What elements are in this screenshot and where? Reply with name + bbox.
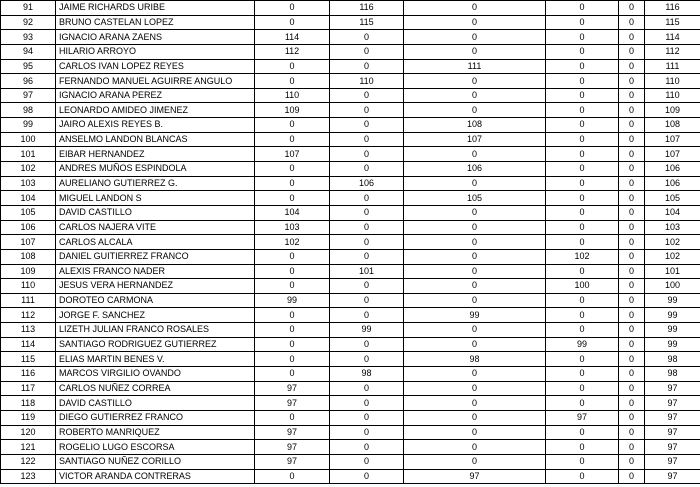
score-col-5-cell: 0 bbox=[619, 162, 645, 177]
rank-cell: 115 bbox=[1, 352, 56, 367]
score-col-3-cell: 0 bbox=[404, 323, 546, 338]
table-body bbox=[1, 1, 700, 484]
score-col-2-cell: 0 bbox=[330, 337, 404, 352]
score-col-1-cell: 0 bbox=[255, 367, 330, 382]
total-cell: 99 bbox=[645, 308, 700, 323]
competitor-name-cell: JESUS VERA HERNANDEZ bbox=[56, 279, 255, 294]
rank-cell: 101 bbox=[1, 147, 56, 162]
competitor-name-cell: CARLOS NAJERA VITE bbox=[56, 220, 255, 235]
score-col-2-cell: 0 bbox=[330, 132, 404, 147]
score-col-5-cell: 0 bbox=[619, 15, 645, 30]
score-col-1-cell: 0 bbox=[255, 323, 330, 338]
score-col-5-cell: 0 bbox=[619, 220, 645, 235]
score-col-1-cell: 0 bbox=[255, 176, 330, 191]
score-col-1-cell: 0 bbox=[255, 74, 330, 89]
table-row bbox=[1, 396, 700, 411]
score-col-1-cell: 0 bbox=[255, 337, 330, 352]
score-col-5-cell: 0 bbox=[619, 249, 645, 264]
table-row bbox=[1, 367, 700, 382]
total-cell: 99 bbox=[645, 337, 700, 352]
score-col-4-cell: 0 bbox=[546, 59, 619, 74]
score-col-5-cell: 0 bbox=[619, 425, 645, 440]
score-col-5-cell: 0 bbox=[619, 279, 645, 294]
score-col-3-cell: 0 bbox=[404, 220, 546, 235]
score-col-3-cell: 0 bbox=[404, 425, 546, 440]
score-col-1-cell: 0 bbox=[255, 352, 330, 367]
competitor-name-cell: JORGE F. SANCHEZ bbox=[56, 308, 255, 323]
total-cell: 112 bbox=[645, 44, 700, 59]
competitor-name-cell: ANSELMO LANDON BLANCAS bbox=[56, 132, 255, 147]
competitor-name-cell: CARLOS NUÑEZ CORREA bbox=[56, 381, 255, 396]
total-cell: 116 bbox=[645, 1, 700, 16]
score-col-5-cell: 0 bbox=[619, 176, 645, 191]
score-col-3-cell: 0 bbox=[404, 337, 546, 352]
score-col-3-cell: 0 bbox=[404, 44, 546, 59]
competitor-name-cell: VICTOR ARANDA CONTRERAS bbox=[56, 469, 255, 484]
table-row bbox=[1, 74, 700, 89]
table-row bbox=[1, 410, 700, 425]
score-col-5-cell: 0 bbox=[619, 59, 645, 74]
score-col-1-cell: 0 bbox=[255, 118, 330, 133]
score-col-5-cell: 0 bbox=[619, 381, 645, 396]
table-row bbox=[1, 264, 700, 279]
competitor-name-cell: CARLOS IVAN LOPEZ REYES bbox=[56, 59, 255, 74]
score-col-2-cell: 0 bbox=[330, 469, 404, 484]
score-col-3-cell: 0 bbox=[404, 279, 546, 294]
competitor-name-cell: FERNANDO MANUEL AGUIRRE ANGULO bbox=[56, 74, 255, 89]
score-col-1-cell: 97 bbox=[255, 396, 330, 411]
total-cell: 102 bbox=[645, 249, 700, 264]
table-row bbox=[1, 59, 700, 74]
table-row bbox=[1, 323, 700, 338]
score-col-1-cell: 103 bbox=[255, 220, 330, 235]
score-col-3-cell: 0 bbox=[404, 1, 546, 16]
score-col-5-cell: 0 bbox=[619, 337, 645, 352]
score-col-4-cell: 0 bbox=[546, 74, 619, 89]
score-col-4-cell: 97 bbox=[546, 410, 619, 425]
rank-cell: 121 bbox=[1, 440, 56, 455]
score-col-5-cell: 0 bbox=[619, 264, 645, 279]
table-row bbox=[1, 191, 700, 206]
total-cell: 106 bbox=[645, 176, 700, 191]
score-col-3-cell: 0 bbox=[404, 235, 546, 250]
table-row bbox=[1, 235, 700, 250]
total-cell: 111 bbox=[645, 59, 700, 74]
rank-cell: 103 bbox=[1, 176, 56, 191]
score-col-4-cell: 0 bbox=[546, 264, 619, 279]
table-row bbox=[1, 147, 700, 162]
score-col-5-cell: 0 bbox=[619, 88, 645, 103]
score-col-3-cell: 97 bbox=[404, 469, 546, 484]
total-cell: 98 bbox=[645, 367, 700, 382]
competitor-name-cell: SANTIAGO RODRIGUEZ GUTIERREZ bbox=[56, 337, 255, 352]
score-col-2-cell: 0 bbox=[330, 118, 404, 133]
score-col-4-cell: 0 bbox=[546, 88, 619, 103]
score-col-5-cell: 0 bbox=[619, 440, 645, 455]
score-col-5-cell: 0 bbox=[619, 323, 645, 338]
score-col-5-cell: 0 bbox=[619, 103, 645, 118]
score-col-1-cell: 0 bbox=[255, 279, 330, 294]
score-col-2-cell: 0 bbox=[330, 410, 404, 425]
score-col-2-cell: 0 bbox=[330, 396, 404, 411]
rank-cell: 119 bbox=[1, 410, 56, 425]
total-cell: 99 bbox=[645, 323, 700, 338]
score-col-3-cell: 0 bbox=[404, 381, 546, 396]
score-col-1-cell: 0 bbox=[255, 59, 330, 74]
table-row bbox=[1, 293, 700, 308]
score-col-5-cell: 0 bbox=[619, 147, 645, 162]
rank-cell: 105 bbox=[1, 205, 56, 220]
competitor-name-cell: ROBERTO MANRIQUEZ bbox=[56, 425, 255, 440]
score-col-3-cell: 99 bbox=[404, 308, 546, 323]
score-col-5-cell: 0 bbox=[619, 410, 645, 425]
score-col-4-cell: 0 bbox=[546, 425, 619, 440]
rank-cell: 100 bbox=[1, 132, 56, 147]
score-col-3-cell: 106 bbox=[404, 162, 546, 177]
table-row bbox=[1, 30, 700, 45]
competitor-name-cell: AURELIANO GUTIERREZ G. bbox=[56, 176, 255, 191]
score-col-3-cell: 0 bbox=[404, 410, 546, 425]
total-cell: 97 bbox=[645, 396, 700, 411]
score-col-5-cell: 0 bbox=[619, 293, 645, 308]
score-col-3-cell: 0 bbox=[404, 147, 546, 162]
score-col-2-cell: 0 bbox=[330, 44, 404, 59]
score-col-4-cell: 0 bbox=[546, 103, 619, 118]
score-col-4-cell: 0 bbox=[546, 132, 619, 147]
competitor-name-cell: JAIME RICHARDS URIBE bbox=[56, 1, 255, 16]
score-col-2-cell: 0 bbox=[330, 191, 404, 206]
score-col-5-cell: 0 bbox=[619, 30, 645, 45]
score-col-2-cell: 0 bbox=[330, 235, 404, 250]
score-col-3-cell: 105 bbox=[404, 191, 546, 206]
score-col-1-cell: 102 bbox=[255, 235, 330, 250]
score-col-1-cell: 104 bbox=[255, 205, 330, 220]
score-col-2-cell: 0 bbox=[330, 205, 404, 220]
rank-cell: 117 bbox=[1, 381, 56, 396]
score-col-2-cell: 0 bbox=[330, 308, 404, 323]
table-row bbox=[1, 118, 700, 133]
rank-cell: 111 bbox=[1, 293, 56, 308]
competitor-name-cell: ELIAS MARTIN BENES V. bbox=[56, 352, 255, 367]
competitor-name-cell: ROGELIO LUGO ESCORSA bbox=[56, 440, 255, 455]
score-col-1-cell: 112 bbox=[255, 44, 330, 59]
score-col-4-cell: 0 bbox=[546, 440, 619, 455]
total-cell: 110 bbox=[645, 88, 700, 103]
total-cell: 110 bbox=[645, 74, 700, 89]
score-col-2-cell: 0 bbox=[330, 59, 404, 74]
score-col-3-cell: 0 bbox=[404, 396, 546, 411]
score-col-3-cell: 0 bbox=[404, 367, 546, 382]
rank-cell: 116 bbox=[1, 367, 56, 382]
score-col-5-cell: 0 bbox=[619, 191, 645, 206]
table-row bbox=[1, 381, 700, 396]
score-col-5-cell: 0 bbox=[619, 367, 645, 382]
rank-cell: 96 bbox=[1, 74, 56, 89]
rank-cell: 123 bbox=[1, 469, 56, 484]
score-col-4-cell: 0 bbox=[546, 396, 619, 411]
rank-cell: 114 bbox=[1, 337, 56, 352]
score-col-2-cell: 0 bbox=[330, 147, 404, 162]
score-col-1-cell: 0 bbox=[255, 249, 330, 264]
score-col-2-cell: 0 bbox=[330, 425, 404, 440]
score-col-1-cell: 109 bbox=[255, 103, 330, 118]
rank-cell: 106 bbox=[1, 220, 56, 235]
table-row bbox=[1, 220, 700, 235]
table-row bbox=[1, 162, 700, 177]
total-cell: 107 bbox=[645, 132, 700, 147]
table-row bbox=[1, 132, 700, 147]
score-col-2-cell: 99 bbox=[330, 323, 404, 338]
score-col-4-cell: 100 bbox=[546, 279, 619, 294]
competitor-name-cell: DIEGO GUTIERREZ FRANCO bbox=[56, 410, 255, 425]
score-col-2-cell: 0 bbox=[330, 249, 404, 264]
score-col-4-cell: 0 bbox=[546, 220, 619, 235]
total-cell: 108 bbox=[645, 118, 700, 133]
score-col-2-cell: 0 bbox=[330, 103, 404, 118]
score-col-3-cell: 0 bbox=[404, 88, 546, 103]
score-col-4-cell: 0 bbox=[546, 118, 619, 133]
score-col-1-cell: 0 bbox=[255, 162, 330, 177]
score-col-4-cell: 0 bbox=[546, 147, 619, 162]
competitor-name-cell: EIBAR HERNANDEZ bbox=[56, 147, 255, 162]
table-row bbox=[1, 103, 700, 118]
total-cell: 100 bbox=[645, 279, 700, 294]
score-col-3-cell: 111 bbox=[404, 59, 546, 74]
score-col-4-cell: 99 bbox=[546, 337, 619, 352]
competitor-name-cell: LIZETH JULIAN FRANCO ROSALES bbox=[56, 323, 255, 338]
total-cell: 115 bbox=[645, 15, 700, 30]
score-col-4-cell: 102 bbox=[546, 249, 619, 264]
score-col-4-cell: 0 bbox=[546, 367, 619, 382]
rank-cell: 91 bbox=[1, 1, 56, 16]
competitor-name-cell: DAVID CASTILLO bbox=[56, 396, 255, 411]
score-col-3-cell: 0 bbox=[404, 264, 546, 279]
rank-cell: 104 bbox=[1, 191, 56, 206]
total-cell: 107 bbox=[645, 147, 700, 162]
total-cell: 98 bbox=[645, 352, 700, 367]
score-col-2-cell: 110 bbox=[330, 74, 404, 89]
score-col-1-cell: 0 bbox=[255, 191, 330, 206]
score-col-2-cell: 0 bbox=[330, 440, 404, 455]
score-col-1-cell: 0 bbox=[255, 410, 330, 425]
score-col-1-cell: 0 bbox=[255, 308, 330, 323]
table-row bbox=[1, 15, 700, 30]
total-cell: 101 bbox=[645, 264, 700, 279]
score-col-2-cell: 106 bbox=[330, 176, 404, 191]
total-cell: 97 bbox=[645, 454, 700, 469]
table-row bbox=[1, 454, 700, 469]
rank-cell: 110 bbox=[1, 279, 56, 294]
score-col-3-cell: 0 bbox=[404, 454, 546, 469]
score-col-3-cell: 0 bbox=[404, 74, 546, 89]
score-col-1-cell: 110 bbox=[255, 88, 330, 103]
score-col-4-cell: 0 bbox=[546, 235, 619, 250]
score-col-2-cell: 115 bbox=[330, 15, 404, 30]
score-col-4-cell: 0 bbox=[546, 454, 619, 469]
score-col-2-cell: 0 bbox=[330, 381, 404, 396]
score-col-4-cell: 0 bbox=[546, 293, 619, 308]
competitor-name-cell: MIGUEL LANDON S bbox=[56, 191, 255, 206]
score-col-1-cell: 107 bbox=[255, 147, 330, 162]
score-col-1-cell: 0 bbox=[255, 15, 330, 30]
score-col-5-cell: 0 bbox=[619, 352, 645, 367]
score-col-1-cell: 114 bbox=[255, 30, 330, 45]
total-cell: 97 bbox=[645, 440, 700, 455]
competitor-name-cell: JAIRO ALEXIS REYES B. bbox=[56, 118, 255, 133]
score-col-4-cell: 0 bbox=[546, 176, 619, 191]
total-cell: 97 bbox=[645, 425, 700, 440]
competitor-name-cell: BRUNO CASTELAN LOPEZ bbox=[56, 15, 255, 30]
score-col-3-cell: 107 bbox=[404, 132, 546, 147]
rank-cell: 98 bbox=[1, 103, 56, 118]
score-col-4-cell: 0 bbox=[546, 381, 619, 396]
table-row bbox=[1, 440, 700, 455]
total-cell: 114 bbox=[645, 30, 700, 45]
score-col-5-cell: 0 bbox=[619, 235, 645, 250]
score-col-3-cell: 0 bbox=[404, 440, 546, 455]
total-cell: 106 bbox=[645, 162, 700, 177]
total-cell: 105 bbox=[645, 191, 700, 206]
score-col-4-cell: 0 bbox=[546, 323, 619, 338]
rank-cell: 102 bbox=[1, 162, 56, 177]
rank-cell: 107 bbox=[1, 235, 56, 250]
total-cell: 97 bbox=[645, 381, 700, 396]
score-col-2-cell: 0 bbox=[330, 279, 404, 294]
score-col-5-cell: 0 bbox=[619, 1, 645, 16]
table-row bbox=[1, 425, 700, 440]
score-col-2-cell: 0 bbox=[330, 293, 404, 308]
table-row bbox=[1, 352, 700, 367]
rank-cell: 92 bbox=[1, 15, 56, 30]
score-col-4-cell: 0 bbox=[546, 191, 619, 206]
score-col-1-cell: 0 bbox=[255, 469, 330, 484]
score-col-5-cell: 0 bbox=[619, 454, 645, 469]
score-col-1-cell: 0 bbox=[255, 264, 330, 279]
score-col-2-cell: 0 bbox=[330, 454, 404, 469]
score-col-4-cell: 0 bbox=[546, 205, 619, 220]
rank-cell: 118 bbox=[1, 396, 56, 411]
competitor-name-cell: DAVID CASTILLO bbox=[56, 205, 255, 220]
competitor-name-cell: MARCOS VIRGILIO OVANDO bbox=[56, 367, 255, 382]
score-col-5-cell: 0 bbox=[619, 205, 645, 220]
total-cell: 109 bbox=[645, 103, 700, 118]
rank-cell: 95 bbox=[1, 59, 56, 74]
total-cell: 103 bbox=[645, 220, 700, 235]
competitor-name-cell: IGNACIO ARANA PEREZ bbox=[56, 88, 255, 103]
score-col-5-cell: 0 bbox=[619, 308, 645, 323]
score-col-5-cell: 0 bbox=[619, 74, 645, 89]
score-col-2-cell: 0 bbox=[330, 162, 404, 177]
table-row bbox=[1, 279, 700, 294]
rank-cell: 113 bbox=[1, 323, 56, 338]
rank-cell: 120 bbox=[1, 425, 56, 440]
score-col-2-cell: 98 bbox=[330, 367, 404, 382]
competitor-name-cell: DOROTEO CARMONA bbox=[56, 293, 255, 308]
score-col-2-cell: 101 bbox=[330, 264, 404, 279]
score-col-2-cell: 116 bbox=[330, 1, 404, 16]
rank-cell: 94 bbox=[1, 44, 56, 59]
total-cell: 99 bbox=[645, 293, 700, 308]
score-col-4-cell: 0 bbox=[546, 30, 619, 45]
score-col-5-cell: 0 bbox=[619, 118, 645, 133]
total-cell: 102 bbox=[645, 235, 700, 250]
score-col-4-cell: 0 bbox=[546, 308, 619, 323]
score-col-3-cell: 0 bbox=[404, 176, 546, 191]
table-row bbox=[1, 1, 700, 16]
score-col-3-cell: 108 bbox=[404, 118, 546, 133]
total-cell: 97 bbox=[645, 469, 700, 484]
rank-cell: 122 bbox=[1, 454, 56, 469]
rank-cell: 93 bbox=[1, 30, 56, 45]
score-col-1-cell: 0 bbox=[255, 1, 330, 16]
score-col-3-cell: 0 bbox=[404, 293, 546, 308]
score-col-3-cell: 0 bbox=[404, 103, 546, 118]
score-col-1-cell: 0 bbox=[255, 132, 330, 147]
score-col-2-cell: 0 bbox=[330, 352, 404, 367]
competitor-name-cell: LEONARDO AMIDEO JIMENEZ bbox=[56, 103, 255, 118]
score-col-3-cell: 0 bbox=[404, 30, 546, 45]
score-col-4-cell: 0 bbox=[546, 162, 619, 177]
rank-cell: 97 bbox=[1, 88, 56, 103]
table-row bbox=[1, 308, 700, 323]
table-row bbox=[1, 249, 700, 264]
score-col-3-cell: 0 bbox=[404, 15, 546, 30]
competitor-name-cell: ANDRES MUÑOS ESPINDOLA bbox=[56, 162, 255, 177]
score-col-1-cell: 97 bbox=[255, 381, 330, 396]
rank-cell: 112 bbox=[1, 308, 56, 323]
score-col-4-cell: 0 bbox=[546, 44, 619, 59]
competitor-name-cell: HILARIO ARROYO bbox=[56, 44, 255, 59]
rank-cell: 108 bbox=[1, 249, 56, 264]
score-col-3-cell: 98 bbox=[404, 352, 546, 367]
score-col-4-cell: 0 bbox=[546, 352, 619, 367]
score-col-3-cell: 0 bbox=[404, 205, 546, 220]
table-row bbox=[1, 337, 700, 352]
total-cell: 97 bbox=[645, 410, 700, 425]
table-row bbox=[1, 205, 700, 220]
competitor-name-cell: SANTIAGO NUÑEZ CORILLO bbox=[56, 454, 255, 469]
score-col-1-cell: 99 bbox=[255, 293, 330, 308]
rank-cell: 99 bbox=[1, 118, 56, 133]
table-row bbox=[1, 469, 700, 484]
score-col-4-cell: 0 bbox=[546, 15, 619, 30]
score-col-1-cell: 97 bbox=[255, 425, 330, 440]
table-row bbox=[1, 88, 700, 103]
score-col-2-cell: 0 bbox=[330, 30, 404, 45]
table-row bbox=[1, 44, 700, 59]
rank-cell: 109 bbox=[1, 264, 56, 279]
competitor-name-cell: ALEXIS FRANCO NADER bbox=[56, 264, 255, 279]
competitor-name-cell: DANIEL GUITIERREZ FRANCO bbox=[56, 249, 255, 264]
score-col-2-cell: 0 bbox=[330, 88, 404, 103]
score-col-1-cell: 97 bbox=[255, 454, 330, 469]
score-col-2-cell: 0 bbox=[330, 220, 404, 235]
competitor-name-cell: IGNACIO ARANA ZAENS bbox=[56, 30, 255, 45]
score-col-4-cell: 0 bbox=[546, 1, 619, 16]
score-col-4-cell: 0 bbox=[546, 469, 619, 484]
score-col-5-cell: 0 bbox=[619, 469, 645, 484]
score-col-5-cell: 0 bbox=[619, 132, 645, 147]
competitor-name-cell: CARLOS ALCALA bbox=[56, 235, 255, 250]
score-col-3-cell: 0 bbox=[404, 249, 546, 264]
score-col-5-cell: 0 bbox=[619, 396, 645, 411]
score-col-1-cell: 97 bbox=[255, 440, 330, 455]
total-cell: 104 bbox=[645, 205, 700, 220]
score-col-5-cell: 0 bbox=[619, 44, 645, 59]
table-row bbox=[1, 176, 700, 191]
